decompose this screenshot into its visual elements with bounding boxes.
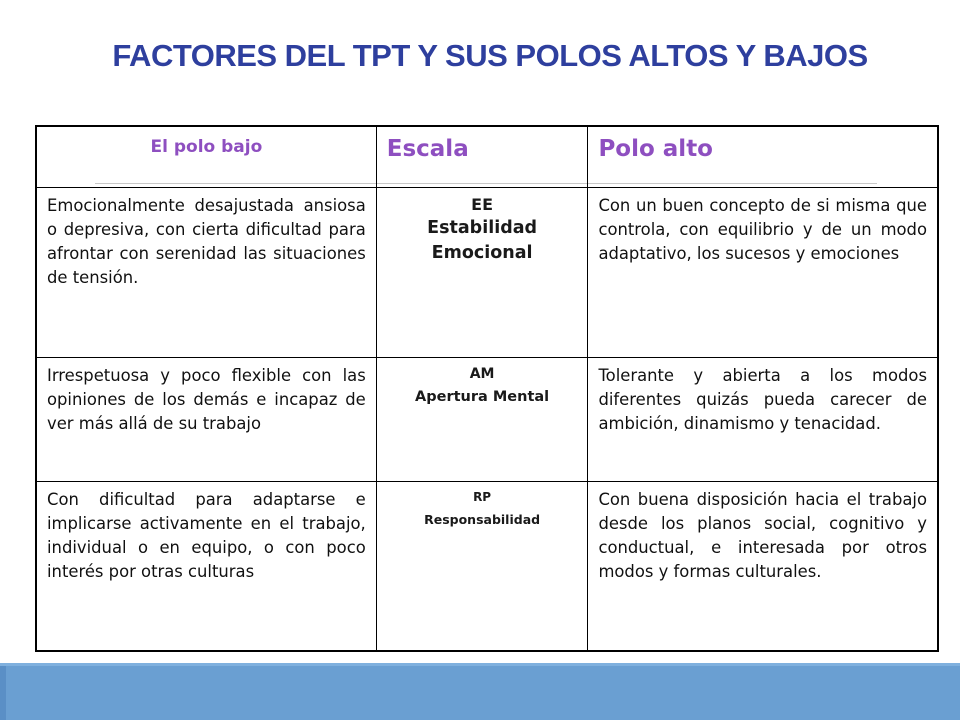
high-pole-cell: Con un buen concepto de si misma que controla, con equilibrio y de un modo adaptativo, los sucesos y emociones	[588, 187, 938, 357]
table-row	[36, 357, 938, 481]
high-pole-cell: Tolerante y abierta a los modos diferentes quizás pueda carecer de ambición, dinamismo y tenacidad.	[588, 357, 938, 481]
header-low-pole-label: El polo bajo	[150, 137, 263, 157]
header-scale-label: Escala	[386, 136, 469, 162]
header-divider	[377, 183, 588, 184]
scale-cell	[376, 357, 588, 481]
scale-name: Responsabilidad	[424, 511, 541, 527]
low-pole-cell: Emocionalmente desajustada ansiosa o depresiva, con cierta dificultad para afrontar con serenidad las situaciones de tensión.	[36, 187, 376, 357]
table-row	[36, 481, 938, 651]
scale-cell	[376, 187, 588, 357]
factors-table	[35, 125, 939, 652]
scale-cell	[376, 481, 588, 651]
scale-code: AM	[469, 365, 495, 382]
scale-code: EE	[471, 194, 494, 214]
header-scale	[376, 126, 588, 187]
low-pole-cell: Con dificultad para adaptarse e implicarse activamente en el trabajo, individual o en equipo, o con poco interés por otras culturas	[36, 481, 376, 651]
footer-bar-edge	[0, 666, 6, 720]
table-header-row	[36, 126, 938, 187]
footer-bar	[0, 666, 960, 720]
table-row	[36, 187, 938, 357]
header-high-pole	[588, 126, 938, 187]
scale-name: Estabilidad Emocional	[427, 217, 538, 263]
header-divider	[95, 183, 376, 184]
page-title: FACTORES DEL TPT Y SUS POLOS ALTOS Y BAJOS	[112, 38, 868, 73]
high-pole-cell: Con buena disposición hacia el trabajo desde los planos social, cognitivo y conductual, e interesada por otros modos y formas culturales.	[588, 481, 938, 651]
header-divider	[588, 183, 877, 184]
header-high-pole-label: Polo alto	[598, 136, 713, 162]
header-low-pole	[36, 126, 376, 187]
scale-code: RP	[473, 489, 492, 504]
scale-name: Apertura Mental	[415, 388, 550, 405]
low-pole-cell: Irrespetuosa y poco flexible con las opiniones de los demás e incapaz de ver más allá de su trabajo	[36, 357, 376, 481]
